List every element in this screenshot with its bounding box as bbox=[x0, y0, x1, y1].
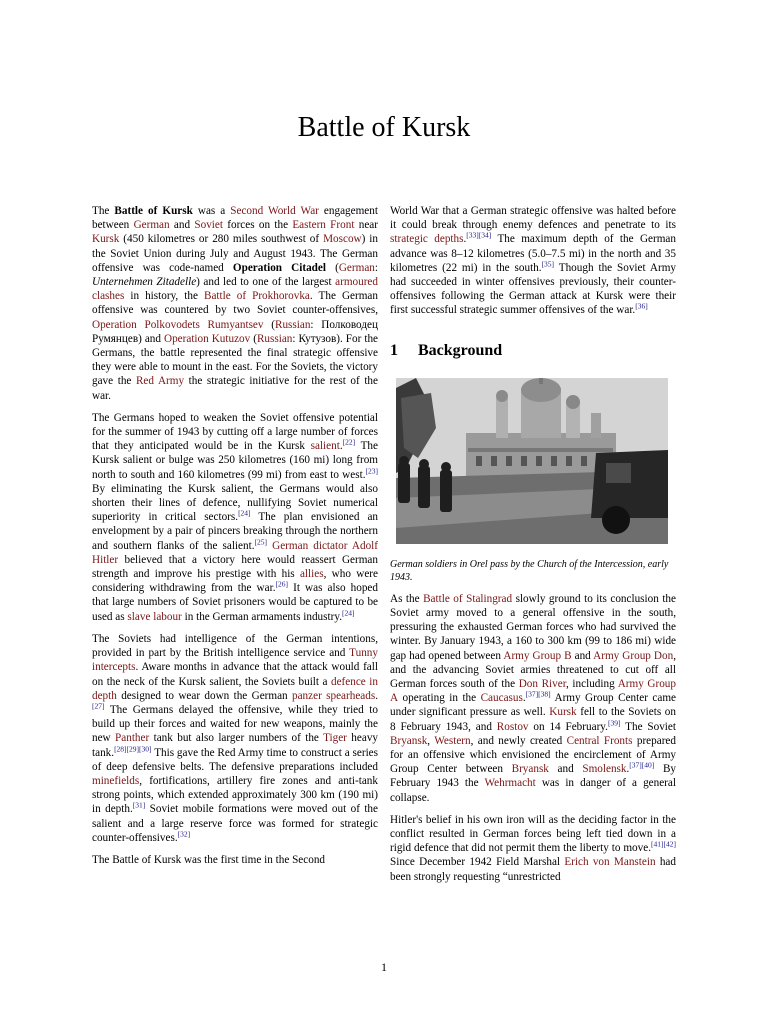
link[interactable]: German dictator Adolf Hitler bbox=[92, 539, 379, 566]
page-title: Battle of Kursk bbox=[297, 112, 471, 143]
church-photo bbox=[396, 378, 668, 544]
link[interactable]: Moscow bbox=[323, 233, 362, 246]
link[interactable]: panzer spearheads bbox=[291, 689, 376, 702]
link[interactable]: strategic depths bbox=[390, 233, 464, 246]
link[interactable]: Kursk bbox=[92, 233, 120, 246]
link[interactable]: Army Group B bbox=[503, 649, 572, 662]
link[interactable]: Red Army bbox=[135, 375, 185, 388]
link[interactable]: defence in depth bbox=[92, 675, 378, 702]
figure-caption: German soldiers in Orel pass by the Church of the Intercession, early 1943. bbox=[390, 558, 669, 583]
link[interactable]: Tunny intercepts bbox=[92, 647, 378, 674]
link[interactable]: slave labour bbox=[127, 610, 182, 623]
section-title: Background bbox=[418, 341, 503, 359]
link[interactable]: German bbox=[338, 261, 375, 274]
paragraph: The Soviets had intelligence of the German intentions, provided in part by the British intelligence service and Tunny intercepts. Aware months in advance that the attack would fall on the neck of the Kursk salient, the Soviets built a defence in depth designed to wear down the German panzer spearheads.[27] The Germans delayed the offensive, while they tried to build up their forces and waited for new weapons, mainly the new Panther tank but also larger numbers of the Tiger heavy tank.[28][29][30] This gave the Red Army time to construct a series of deep defensive belts. The defensive preparations included minefields, fortifications, artillery fire zones and anti-tank strong points, which extended approximately 300 km (190 mi) in depth.[31] Soviet mobile formations were moved out of the salient and a large reserve force was formed for strategic counter-offensives.[32] bbox=[92, 632, 379, 844]
link[interactable]: Russian bbox=[256, 332, 293, 345]
link[interactable]: German bbox=[133, 219, 170, 232]
paragraph: The Battle of Kursk was a Second World War engagement between German and Soviet forces on the Eastern Front near Kursk (450 kilometres or 280 miles southwest of Moscow) in the Soviet Union during July and August 1943. The German offensive was code-named Operation Citadel (German: Unternehmen Zitadelle) and led to one of the largest armoured clashes in history, the Battle of Prokhorovka. The German offensive was countered by two Soviet counter-offensives, Operation Polkovodets Rumyantsev (Russian: Полководец Румянцев) and Operation Kutuzov (Russian: Кутузов). For the Germans, the battle represented the final strategic offensive they were able to mount in the east. For the Soviets, the victory gave the Red Army the strategic initiative for the rest of the war. bbox=[92, 205, 378, 402]
section-number: 1 bbox=[390, 341, 398, 359]
link[interactable]: Eastern Front bbox=[292, 219, 355, 232]
section-heading bbox=[390, 341, 676, 359]
link[interactable]: Caucasus bbox=[480, 692, 523, 705]
link[interactable]: Tiger bbox=[323, 732, 347, 745]
figure-photo bbox=[396, 378, 668, 544]
link[interactable]: Army Group Don bbox=[593, 649, 674, 662]
link[interactable]: Soviet bbox=[194, 219, 223, 232]
link[interactable]: salient bbox=[310, 440, 340, 453]
paragraph: The Battle of Kursk was the first time in the Second bbox=[92, 853, 326, 866]
link[interactable]: armoured clashes bbox=[92, 276, 378, 303]
link[interactable]: Army Group A bbox=[390, 678, 676, 705]
link[interactable]: Operation Polkovodets Rumyantsev bbox=[92, 318, 264, 331]
link[interactable]: Second World War bbox=[230, 205, 319, 217]
link[interactable]: Kursk bbox=[549, 706, 577, 719]
paragraph: Hitler's belief in his own iron will as the deciding factor in the conflict resulted in German forces being left tied down in a rigid defence that did not permit them the liberty to move.[41][42] Since December 1942 Field Marshal Erich von Manstein had been strongly requesting “unrestricted bbox=[390, 813, 676, 883]
link[interactable]: Don River bbox=[518, 678, 566, 691]
link[interactable]: Erich von Manstein bbox=[564, 856, 656, 869]
link[interactable]: Central Fronts bbox=[566, 734, 633, 747]
page-number: 1 bbox=[381, 960, 387, 974]
link[interactable]: Western bbox=[434, 734, 471, 747]
link[interactable]: Russian bbox=[274, 318, 311, 331]
link[interactable]: Bryansk bbox=[390, 734, 428, 747]
paragraph: World War that a German strategic offensive was halted before it could break through enemy defences and penetrate to its strategic depths.[33][34] The maximum depth of the German advance was 8–12 kilometres (5.0–7.5 mi) in the north and 35 kilometres (22 mi) in the south.[35] Though the Soviet Army had succeeded in winter offensives previously, their counter-offensives following the German attack at Kursk were their first successful strategic summer offensives of the war.[36] bbox=[390, 205, 676, 317]
link[interactable]: Smolensk bbox=[582, 763, 627, 776]
link[interactable]: minefields bbox=[92, 774, 140, 787]
link[interactable]: Wehrmacht bbox=[484, 777, 536, 790]
paragraph: As the Battle of Stalingrad slowly ground to its conclusion the Soviet army moved to a general offensive in the south, pressuring the exhausted German forces who had survived the winter. By January 1943, a 160 to 300 km (99 to 186 mi) wide gap had opened between Army Group B and Army Group Don, and the advancing Soviet armies threatened to cut off all German forces south of the Don River, including Army Group A operating in the Caucasus.[37][38] Army Group Center came under significant pressure as well. Kursk fell to the Soviets on 8 February 1943, and Rostov on 14 February.[39] The Soviet Bryansk, Western, and newly created Central Fronts prepared for an offensive which envisioned the encirclement of Army Group Center between Bryansk and Smolensk.[37][40] By February 1943 the Wehrmacht was in danger of a general collapse. bbox=[390, 592, 676, 804]
link[interactable]: Bryansk bbox=[511, 763, 549, 776]
link[interactable]: allies bbox=[299, 568, 324, 581]
link[interactable]: Battle of Stalingrad bbox=[423, 592, 513, 605]
right-column bbox=[390, 204, 676, 892]
paragraph: The Germans hoped to weaken the Soviet offensive potential for the summer of 1943 by cutting off a large number of forces that they anticipated would be in the Kursk salient.[22] The Kursk salient or bulge was 250 kilometres (160 mi) long from north to south and 160 kilometres (99 mi) from east to west.[23] By eliminating the Kursk salient, the Germans would also shorten their lines of defence, nullifying Soviet numerical superiority in critical sectors.[24] The plan envisioned an envelopment by a pair of pincers breaking through the northern and southern flanks of the salient.[25] German dictator Adolf Hitler believed that a victory here would reassert German strength and improve his prestige with his allies, who were considering withdrawing from the war.[26] It was also hoped that large numbers of Soviet prisoners would be captured to be used as slave labour in the German armaments industry.[24] bbox=[92, 411, 379, 623]
link[interactable]: Rostov bbox=[496, 720, 529, 733]
left-column bbox=[92, 204, 378, 875]
link[interactable]: Operation Kutuzov bbox=[163, 332, 251, 345]
link[interactable]: Battle of Prokhorovka bbox=[203, 290, 310, 303]
link[interactable]: Panther bbox=[115, 732, 150, 745]
